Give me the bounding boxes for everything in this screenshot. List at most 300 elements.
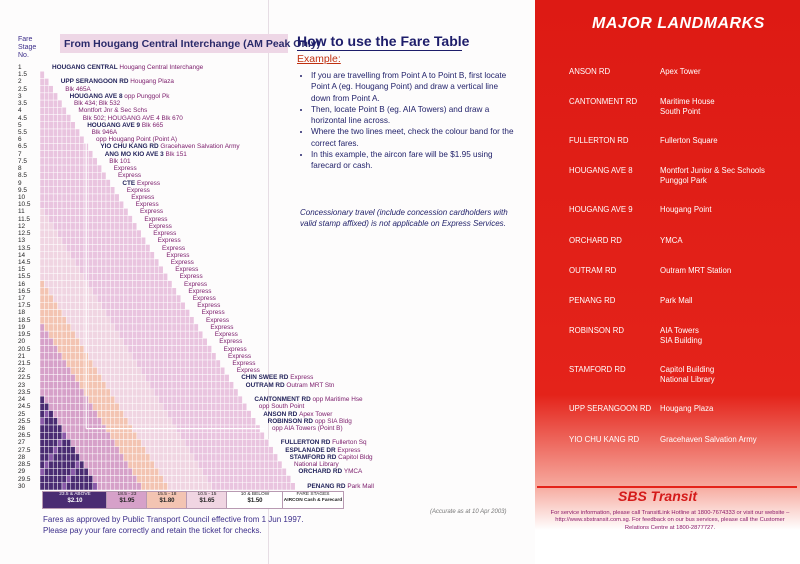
- fare-cell: [132, 367, 136, 374]
- fare-cell: [124, 461, 128, 468]
- fare-cell: [102, 411, 106, 418]
- fare-stage-number: 7: [18, 150, 22, 158]
- fare-cell: [97, 273, 101, 280]
- fare-cell: [220, 411, 224, 418]
- fare-cell: [71, 295, 75, 302]
- fare-stage-number: 1.5: [18, 71, 27, 79]
- fare-cell: [97, 447, 101, 454]
- fare-cell: [106, 346, 110, 353]
- legend-range: 18.5 - 23: [117, 492, 137, 497]
- fare-stage-number: 16: [18, 280, 26, 288]
- fare-cell: [185, 476, 189, 483]
- fare-cell: [66, 483, 70, 490]
- fare-stage-number: 22.5: [18, 374, 31, 382]
- fare-cell: [282, 468, 286, 475]
- fare-cell: [168, 302, 172, 309]
- fare-cell: [102, 468, 106, 475]
- stop-detail: Express: [236, 367, 260, 375]
- fare-cell: [168, 367, 172, 374]
- fare-cell: [168, 295, 172, 302]
- fare-cell: [62, 237, 66, 244]
- fare-cell: [62, 295, 66, 302]
- fare-cell: [225, 439, 229, 446]
- fare-cell: [62, 129, 66, 136]
- fare-cell: [168, 353, 172, 360]
- fare-cell: [132, 245, 136, 252]
- fare-cell: [93, 411, 97, 418]
- fare-cell: [58, 360, 62, 367]
- fare-cell: [102, 317, 106, 324]
- fare-cell: [207, 346, 211, 353]
- stop-road: CHIN SWEE RD: [241, 374, 291, 382]
- fare-cell: [146, 252, 150, 259]
- fare-cell: [75, 237, 79, 244]
- howto-title: How to use the Fare Table: [297, 33, 470, 49]
- fare-cell: [119, 201, 123, 208]
- fare-cell: [62, 201, 66, 208]
- fare-cell: [128, 360, 132, 367]
- fare-stage-number: 25: [18, 410, 26, 418]
- fare-cell: [163, 331, 167, 338]
- fare-cell: [128, 324, 132, 331]
- fare-cell: [251, 432, 255, 439]
- fare-cell: [168, 403, 172, 410]
- fare-cell: [40, 165, 44, 172]
- fare-cell: [80, 201, 84, 208]
- fare-cell: [163, 353, 167, 360]
- fare-cell: [110, 288, 114, 295]
- fare-cell: [159, 273, 163, 280]
- fare-cell: [93, 432, 97, 439]
- fare-cell: [234, 483, 238, 490]
- stop-road: UPP SERANGOON RD: [60, 78, 131, 86]
- fare-cell: [168, 346, 172, 353]
- fare-cell: [66, 245, 70, 252]
- fare-cell: [58, 331, 62, 338]
- fare-cell: [71, 208, 75, 215]
- fare-cell: [172, 432, 176, 439]
- legend-fare: AIRCON Cash & Farecard: [283, 498, 343, 503]
- fare-cell: [106, 266, 110, 273]
- fare-cell: [66, 180, 70, 187]
- fare-cell: [53, 360, 57, 367]
- fare-cell: [128, 382, 132, 389]
- fare-cell: [44, 187, 48, 194]
- fare-cell: [115, 288, 119, 295]
- fare-cell: [75, 439, 79, 446]
- stop-road: ESPLANADE DR: [285, 446, 338, 454]
- fare-cell: [97, 230, 101, 237]
- fare-cell: [220, 447, 224, 454]
- fare-cell: [62, 223, 66, 230]
- fare-cell: [66, 187, 70, 194]
- fare-cell: [53, 107, 57, 114]
- fare-stage-number: 11: [18, 208, 25, 216]
- fare-cell: [40, 403, 44, 410]
- fare-cell: [141, 411, 145, 418]
- fare-cell: [71, 223, 75, 230]
- stop-detail: Blk 151: [165, 150, 187, 158]
- fare-cell: [251, 476, 255, 483]
- fare-cell: [40, 418, 44, 425]
- fare-cell: [168, 288, 172, 295]
- fare-cell: [62, 396, 66, 403]
- fare-cell: [181, 396, 185, 403]
- fare-cell: [58, 100, 62, 107]
- fare-cell: [53, 461, 57, 468]
- fare-cell: [128, 237, 132, 244]
- fare-cell: [62, 281, 66, 288]
- fare-cell: [49, 338, 53, 345]
- fare-cell: [238, 411, 242, 418]
- fare-cell: [71, 266, 75, 273]
- fare-cell: [71, 353, 75, 360]
- fare-cell: [190, 324, 194, 331]
- fare-cell: [194, 382, 198, 389]
- fare-cell: [106, 439, 110, 446]
- fare-cell: [190, 360, 194, 367]
- fare-cell: [66, 382, 70, 389]
- fare-cell: [141, 418, 145, 425]
- fare-cell: [80, 418, 84, 425]
- fare-cell: [124, 476, 128, 483]
- fare-cell: [106, 208, 110, 215]
- fare-cell: [220, 396, 224, 403]
- fare-cell: [93, 259, 97, 266]
- fare-cell: [66, 439, 70, 446]
- fare-cell: [260, 454, 264, 461]
- fare-cell: [53, 281, 57, 288]
- fare-cell: [203, 411, 207, 418]
- fare-cell: [49, 194, 53, 201]
- fare-cell: [242, 483, 246, 490]
- fare-cell: [44, 230, 48, 237]
- fare-stage-number: 6: [18, 136, 22, 144]
- fare-cell: [128, 476, 132, 483]
- fare-cell: [106, 187, 110, 194]
- fare-cell: [212, 418, 216, 425]
- fare-cell: [181, 447, 185, 454]
- fare-cell: [44, 245, 48, 252]
- fare-cell: [110, 367, 114, 374]
- fare-cell: [124, 245, 128, 252]
- fare-cell: [172, 389, 176, 396]
- fare-cell: [172, 447, 176, 454]
- fare-cell: [181, 432, 185, 439]
- fare-cell: [146, 353, 150, 360]
- fare-cell: [44, 115, 48, 122]
- fare-cell: [154, 396, 158, 403]
- fare-cell: [119, 338, 123, 345]
- fare-stage-number: 23.5: [18, 388, 31, 396]
- fare-cell: [106, 483, 110, 490]
- fare-cell: [93, 418, 97, 425]
- fare-cell: [115, 317, 119, 324]
- fare-cell: [49, 374, 53, 381]
- fare-cell: [97, 288, 101, 295]
- fare-cell: [88, 317, 92, 324]
- fare-cell: [247, 476, 251, 483]
- fare-cell: [93, 483, 97, 490]
- fare-cell: [58, 115, 62, 122]
- fare-cell: [172, 418, 176, 425]
- stop-detail: Capitol Bldg: [338, 453, 373, 461]
- stop-detail: Express: [144, 215, 168, 223]
- fare-cell: [93, 338, 97, 345]
- fare-cell: [264, 447, 268, 454]
- fare-cell: [154, 281, 158, 288]
- fare-cell: [110, 223, 114, 230]
- fare-cell: [97, 418, 101, 425]
- fare-cell: [163, 439, 167, 446]
- fare-cell: [40, 107, 44, 114]
- fare-cell: [190, 367, 194, 374]
- fare-cell: [93, 295, 97, 302]
- fare-cell: [159, 468, 163, 475]
- stop-detail: Express: [126, 186, 150, 194]
- fare-cell: [203, 439, 207, 446]
- fare-cell: [44, 86, 48, 93]
- fare-cell: [53, 476, 57, 483]
- fare-stage-number: 3.5: [18, 100, 27, 108]
- fare-cell: [251, 447, 255, 454]
- fare-cell: [137, 266, 141, 273]
- fare-cell: [141, 439, 145, 446]
- fare-cell: [44, 136, 48, 143]
- fare-cell: [159, 302, 163, 309]
- fare-cell: [40, 331, 44, 338]
- fare-cell: [102, 389, 106, 396]
- accuracy-date: (Accurate as at 10 Apr 2003): [430, 509, 507, 515]
- stop-label: [307, 483, 374, 490]
- fare-cell: [234, 389, 238, 396]
- fare-cell: [66, 122, 70, 129]
- fare-cell: [71, 136, 75, 143]
- fare-stage-number: 4: [18, 107, 22, 115]
- fare-cell: [181, 483, 185, 490]
- fare-cell: [106, 245, 110, 252]
- fare-cell: [93, 360, 97, 367]
- fare-cell: [66, 302, 70, 309]
- fare-cell: [71, 165, 75, 172]
- fare-cell: [75, 324, 79, 331]
- fare-cell: [62, 447, 66, 454]
- fare-cell: [176, 396, 180, 403]
- fare-cell: [58, 237, 62, 244]
- fare-cell: [62, 252, 66, 259]
- fare-cell: [132, 302, 136, 309]
- fare-cell: [110, 281, 114, 288]
- fare-cell: [115, 367, 119, 374]
- fare-cell: [234, 439, 238, 446]
- fare-cell: [88, 273, 92, 280]
- fare-cell: [53, 93, 57, 100]
- fare-cell: [154, 382, 158, 389]
- stop-detail: Express: [157, 237, 181, 245]
- fare-cell: [150, 360, 154, 367]
- fare-cell: [102, 201, 106, 208]
- fare-cell: [93, 389, 97, 396]
- landmark-road: FULLERTON RD: [569, 136, 629, 145]
- fare-cell: [62, 143, 66, 150]
- fare-cell: [58, 187, 62, 194]
- fare-cell: [102, 346, 106, 353]
- fare-cell: [181, 454, 185, 461]
- fare-cell: [146, 295, 150, 302]
- fare-cell: [58, 317, 62, 324]
- fare-cell: [176, 389, 180, 396]
- fare-cell: [168, 317, 172, 324]
- fare-cell: [106, 216, 110, 223]
- stop-road: HOUGANG AVE 8: [69, 92, 125, 100]
- stop-detail: Hougang Central Interchange: [119, 64, 204, 71]
- fare-cell: [234, 411, 238, 418]
- fare-cell: [150, 252, 154, 259]
- fare-cell: [163, 317, 167, 324]
- fare-cell: [146, 461, 150, 468]
- fare-cell: [128, 367, 132, 374]
- fare-cell: [234, 432, 238, 439]
- fare-cell: [71, 129, 75, 136]
- fare-cell: [97, 216, 101, 223]
- fare-cell: [154, 288, 158, 295]
- fare-cell: [102, 439, 106, 446]
- fare-cell: [44, 353, 48, 360]
- fare-cell: [110, 237, 114, 244]
- fare-cell: [58, 476, 62, 483]
- fare-cell: [58, 483, 62, 490]
- stop-label: [87, 122, 163, 129]
- fare-cell: [84, 461, 88, 468]
- fare-cell: [88, 389, 92, 396]
- fare-cell: [80, 403, 84, 410]
- fare-cell: [75, 172, 79, 179]
- fare-cell: [234, 461, 238, 468]
- fare-cell: [102, 273, 106, 280]
- fare-cell: [137, 295, 141, 302]
- fare-cell: [216, 418, 220, 425]
- fare-cell: [124, 353, 128, 360]
- fare-cell: [44, 425, 48, 432]
- fare-cell: [194, 461, 198, 468]
- fare-cell: [181, 302, 185, 309]
- fare-cell: [273, 483, 277, 490]
- fare-cell: [88, 151, 92, 158]
- fare-cell: [75, 454, 79, 461]
- stop-label: [149, 223, 172, 230]
- fare-cell: [75, 411, 79, 418]
- fare-cell: [282, 483, 286, 490]
- fare-cell: [163, 281, 167, 288]
- fare-cell: [75, 273, 79, 280]
- fare-cell: [93, 309, 97, 316]
- fare-cell: [172, 331, 176, 338]
- fare-cell: [146, 439, 150, 446]
- fare-cell: [75, 447, 79, 454]
- stop-label: [118, 172, 141, 179]
- fare-cell: [124, 367, 128, 374]
- howto-step: • Then, locate Point B (eg. AIA Towers) and draw a horizontal line across.: [311, 104, 516, 127]
- fare-cell: [84, 447, 88, 454]
- fare-cell: [132, 237, 136, 244]
- fare-cell: [124, 266, 128, 273]
- fare-cell: [132, 403, 136, 410]
- fare-cell: [212, 483, 216, 490]
- fare-cell: [106, 403, 110, 410]
- fare-cell: [40, 71, 44, 78]
- fare-cell: [49, 100, 53, 107]
- fare-cell: [198, 331, 202, 338]
- fare-cell: [181, 360, 185, 367]
- fare-cell: [146, 411, 150, 418]
- fare-cell: [49, 208, 53, 215]
- fare-cell: [53, 201, 57, 208]
- fare-cell: [229, 439, 233, 446]
- fare-cell: [66, 223, 70, 230]
- fare-cell: [62, 158, 66, 165]
- fare-cell: [93, 208, 97, 215]
- fare-cell: [264, 483, 268, 490]
- fare-cell: [229, 432, 233, 439]
- stop-road: OUTRAM RD: [245, 381, 287, 389]
- fare-cell: [181, 411, 185, 418]
- fare-cell: [194, 360, 198, 367]
- fare-cell: [75, 165, 79, 172]
- fare-cell: [66, 331, 70, 338]
- fare-cell: [128, 418, 132, 425]
- fare-cell: [194, 447, 198, 454]
- fare-cell: [66, 259, 70, 266]
- fare-cell: [190, 439, 194, 446]
- fare-cell: [242, 439, 246, 446]
- fare-cell: [80, 165, 84, 172]
- fare-cell: [146, 447, 150, 454]
- fare-cell: [80, 245, 84, 252]
- fare-cell: [185, 432, 189, 439]
- stop-detail: Express: [184, 280, 208, 288]
- fare-cell: [102, 331, 106, 338]
- fare-cell: [44, 317, 48, 324]
- fare-cell: [93, 461, 97, 468]
- fare-cell: [75, 425, 79, 432]
- fare-cell: [58, 245, 62, 252]
- fare-cell: [124, 454, 128, 461]
- fare-cell: [154, 432, 158, 439]
- fare-cell: [71, 309, 75, 316]
- fare-cell: [176, 439, 180, 446]
- fare-cell: [238, 403, 242, 410]
- fare-cell: [154, 389, 158, 396]
- fare-cell: [58, 374, 62, 381]
- stop-detail: Express: [214, 331, 238, 339]
- fare-cell: [40, 425, 44, 432]
- fare-cell: [102, 230, 106, 237]
- stop-label: [162, 245, 185, 252]
- fare-cell: [190, 418, 194, 425]
- fare-cell: [141, 295, 145, 302]
- fare-cell: [62, 367, 66, 374]
- fare-cell: [163, 288, 167, 295]
- fare-cell: [40, 172, 44, 179]
- fare-cell: [93, 403, 97, 410]
- fare-cell: [102, 360, 106, 367]
- fare-cell: [84, 476, 88, 483]
- fare-cell: [185, 389, 189, 396]
- fare-stage-number: 4.5: [18, 114, 27, 122]
- landmark-place: Apex Tower: [660, 67, 701, 76]
- fare-cell: [106, 418, 110, 425]
- fare-cell: [53, 259, 57, 266]
